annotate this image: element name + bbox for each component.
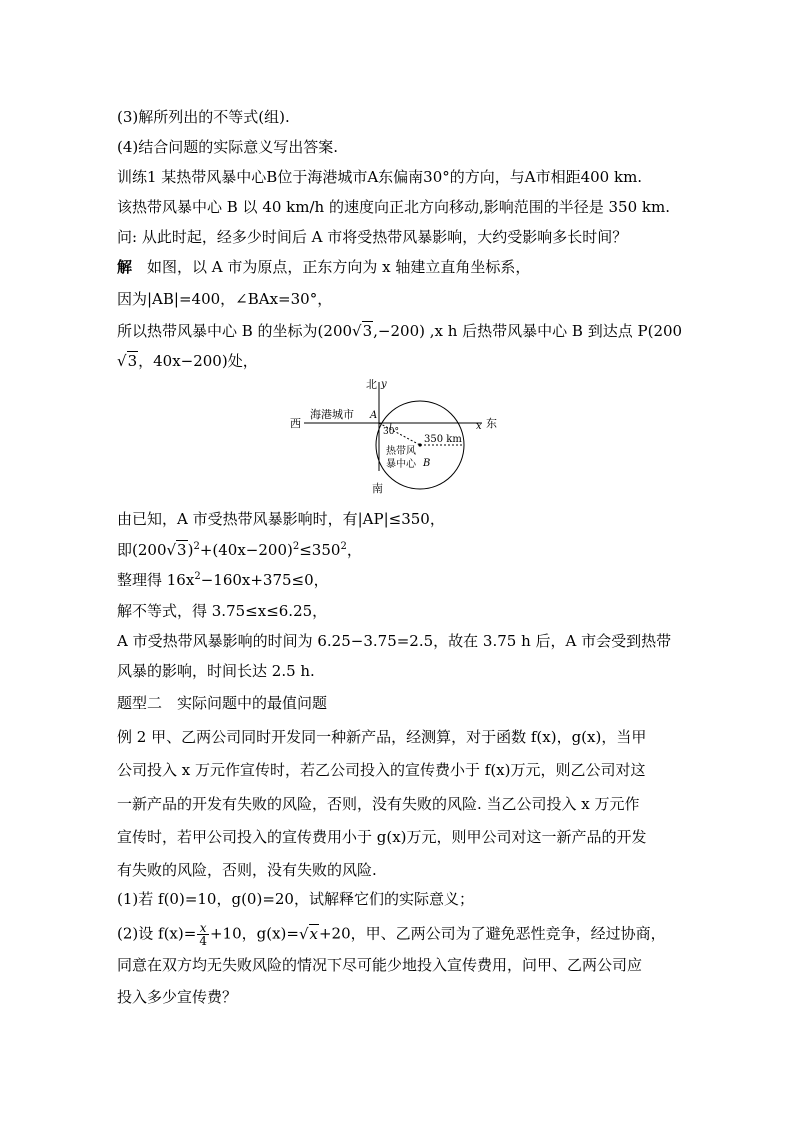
- example-2-question-2: (2)设 f(x)= $\frac{x}{4}$ +10，g(x)=√x+20，甲、乙两公司为了避免恶性竞争，经过协商，: [117, 921, 666, 948]
- storm-diagram: [286, 376, 508, 498]
- example-2-question-1: (1)若 f(0)=10，g(0)=20，试解释它们的实际意义；: [117, 890, 474, 908]
- solution-coordinates-cont: √3，40x−200)处，: [117, 352, 258, 370]
- storm-label-2: 暴中心: [386, 459, 416, 470]
- solution-simplified: 整理得 $16x^2-160x+375\le 0$，: [117, 571, 329, 589]
- north-label: 北: [366, 378, 377, 391]
- fraction: $\frac{x}{4}$: [199, 921, 207, 948]
- solution-answer-1: A 市受热带风暴影响的时间为 6.25−3.75=2.5，故在 3.75 h 后，A 市会受到热带: [117, 632, 672, 650]
- center-point: [418, 443, 421, 446]
- exercise-1-line-2: 该热带风暴中心 B 以 40 km/h 的速度向正北方向移动,影响范围的半径是 350 km.: [117, 198, 670, 216]
- solution-result: 解不等式，得 3.75≤x≤6.25，: [117, 602, 328, 620]
- storm-label-1: 热带风: [386, 446, 416, 457]
- example-2-line-1: 例 2 甲、乙两公司同时开发同一种新产品，经测算，对于函数 f(x)，g(x)，当甲: [117, 728, 647, 746]
- example-2-line-5: 有失败的风险，否则，没有失败的风险.: [117, 861, 377, 879]
- point-b-label: B: [423, 458, 431, 469]
- example-2-line-2: 公司投入 x 万元作宣传时，若乙公司投入的宣传费小于 f(x)万元，则乙公司对这: [117, 761, 646, 779]
- south-label: 南: [372, 482, 383, 495]
- solution-answer-2: 风暴的影响，时间长达 2.5 h.: [117, 662, 315, 680]
- x-axis-label: x: [476, 421, 482, 432]
- point-a-label: A: [370, 410, 378, 421]
- city-label: 海港城市: [310, 408, 354, 421]
- solution-condition: 由已知，A 市受热带风暴影响时，有|AP|≤350，: [117, 510, 445, 528]
- exercise-1-line-1: 训练1 某热带风暴中心B位于海港城市A东偏南30°的方向，与A市相距400 km.: [117, 168, 643, 186]
- radius-label: 350 km: [424, 434, 462, 445]
- west-label: 西: [290, 417, 301, 430]
- y-axis-label: y: [381, 379, 387, 390]
- example-2-question-2-cont: 同意在双方均无失败风险的情况下尽可能少地投入宣传费用，问甲、乙两公司应: [117, 956, 643, 974]
- exercise-1-line-3: 问: 从此时起，经多少时间后 A 市将受热带风暴影响，大约受影响多长时间？: [117, 228, 628, 246]
- east-label: 东: [486, 417, 497, 430]
- angle-label: 30°: [383, 427, 399, 437]
- solution-coordinates: 所以热带风暴中心 B 的坐标为(200√3,−200) ,x h 后热带风暴中心 B 到达点 P(200: [117, 322, 683, 340]
- example-2-line-4: 宣传时，若甲公司投入的宣传费用小于 g(x)万元，则甲公司对这一新产品的开发: [117, 828, 647, 846]
- solution-given: 因为|AB|=400，∠BAx=30°，: [117, 290, 333, 308]
- step-3: (3)解所列出的不等式(组).: [117, 108, 290, 126]
- section-heading: 题型二 实际问题中的最值问题: [117, 694, 328, 712]
- example-2-question-2-end: 投入多少宣传费？: [117, 988, 238, 1006]
- solution-intro: 解 如图，以 A 市为原点，正东方向为 x 轴建立直角坐标系，: [117, 258, 531, 276]
- step-4: (4)结合问题的实际意义写出答案.: [117, 138, 339, 156]
- example-2-line-3: 一新产品的开发有失败的风险，否则，没有失败的风险. 当乙公司投入 x 万元作: [117, 795, 640, 813]
- solution-inequality: 即$(200√3)^2+(40x-200)^2\le 350^2$，: [117, 541, 362, 559]
